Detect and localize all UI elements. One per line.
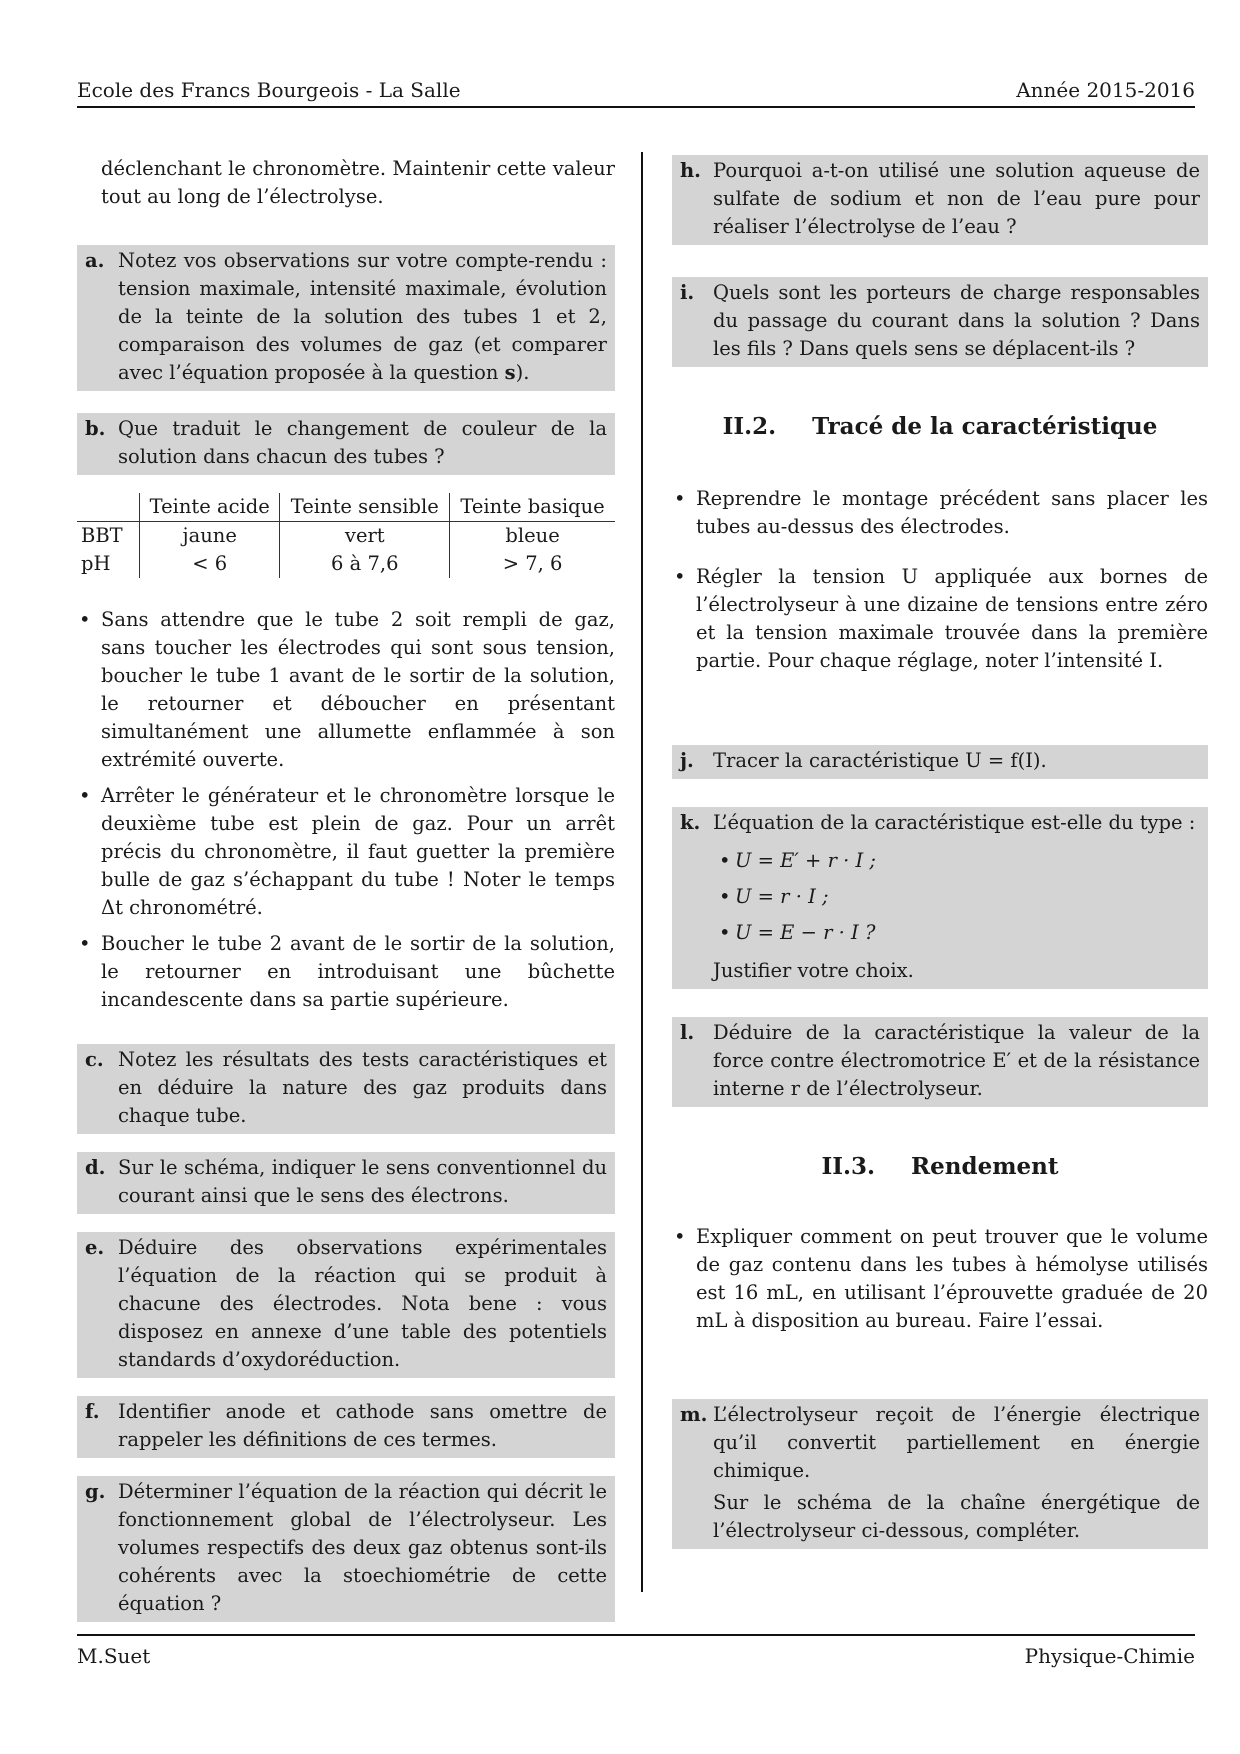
bullet-icon: • <box>79 608 91 631</box>
bullet-icon: • <box>79 932 91 955</box>
bullet-icon: • <box>674 565 686 588</box>
table-header: Teinte sensible <box>280 493 450 522</box>
section-number: II.3. <box>821 1153 876 1180</box>
bullet-icon: • <box>674 1225 686 1248</box>
question-d <box>77 1152 615 1214</box>
question-label: j. <box>680 749 694 772</box>
question-text-2: Sur le schéma de la chaîne énergétique de l’électrolyseur ci-dessous, compléter. <box>713 1491 1200 1542</box>
procedure-list <box>672 1223 1208 1335</box>
table-cell: vert <box>280 522 450 551</box>
question-text: Quels sont les porteurs de charge responsables du passage du courant dans la solution ? Dans les fils ? Dans quels sens se déplacent-ils ? <box>713 281 1200 360</box>
section-number: II.2. <box>722 413 777 440</box>
question-note: Justifier votre choix. <box>713 959 914 982</box>
question-label: b. <box>85 417 106 440</box>
question-k <box>672 807 1208 989</box>
question-label: f. <box>85 1400 100 1423</box>
bullet-icon: • <box>719 921 731 944</box>
school-year: Année 2015-2016 <box>1016 78 1195 102</box>
bullet-icon: • <box>719 849 731 872</box>
question-text: Identifier anode et cathode sans omettre de rappeler les définitions de ces termes. <box>118 1400 607 1451</box>
question-label: d. <box>85 1156 106 1179</box>
list-item-text: Arrêter le générateur et le chronomètre lorsque le deuxième tube est plein de gaz. Pour un arrêt précis du chronomètre, il faut guetter la première bulle de gaz s’échappant du tube ! Noter le temps Δt chronométré. <box>101 784 615 919</box>
question-text: Pourquoi a-t-on utilisé une solution aqueuse de sulfate de sodium et non de l’eau pure pour réaliser l’électrolyse de l’eau ? <box>713 159 1200 238</box>
bullet-icon: • <box>79 784 91 807</box>
question-a <box>77 245 615 391</box>
list-item-text: Sans attendre que le tube 2 soit rempli de gaz, sans toucher les électrodes qui sont sous tension, boucher le tube 1 avant de le sortir de la solution, le retourner et déboucher en présentant simultanément une allumette enflammée à son extrémité ouverte. <box>101 608 615 771</box>
list-item-text: Expliquer comment on peut trouver que le volume de gaz contenu dans les tubes à hémolyse utilisés est 16 mL, en utilisant l’éprouvette graduée de 20 mL à disposition au bureau. Faire l’essai. <box>696 1225 1208 1332</box>
table-header: Teinte acide <box>140 493 280 522</box>
question-text: L’équation de la caractéristique est-elle du type : <box>713 811 1196 834</box>
subject-name: Physique-Chimie <box>1024 1644 1195 1668</box>
equation-option: U = r · I ; <box>735 885 829 908</box>
question-text: Que traduit le changement de couleur de la solution dans chacun des tubes ? <box>118 417 607 468</box>
list-item-text: Boucher le tube 2 avant de le sortir de la solution, le retourner en introduisant une bûchette incandescente dans sa partie supérieure. <box>101 932 615 1011</box>
table-header: Teinte basique <box>450 493 615 522</box>
question-label: e. <box>85 1236 105 1259</box>
list-item <box>672 563 1208 675</box>
equation-options <box>713 843 1200 951</box>
table-row <box>77 522 615 551</box>
question-label: i. <box>680 281 695 304</box>
row-label: pH <box>81 552 111 575</box>
list-item <box>713 879 1200 915</box>
list-item <box>77 782 615 922</box>
list-item <box>672 1223 1208 1335</box>
indicator-table <box>77 493 615 578</box>
list-item-text: Reprendre le montage précédent sans placer les tubes au-dessus des électrodes. <box>696 487 1208 538</box>
question-label: g. <box>85 1480 106 1503</box>
left-column <box>77 155 615 1622</box>
table-row <box>77 550 615 578</box>
list-item <box>77 606 615 774</box>
question-label: l. <box>680 1021 695 1044</box>
list-item <box>672 485 1208 541</box>
question-b <box>77 413 615 475</box>
question-g <box>77 1476 615 1622</box>
page-header <box>77 76 1195 108</box>
question-text: L’électrolyseur reçoit de l’énergie électrique qu’il convertit partiellement en énergie chimique. <box>713 1403 1200 1482</box>
section-heading <box>672 1153 1208 1181</box>
list-item <box>77 930 615 1014</box>
question-text: Notez les résultats des tests caractéristiques et en déduire la nature des gaz produits dans chaque tube. <box>118 1048 607 1127</box>
question-text: Déterminer l’équation de la réaction qui décrit le fonctionnement global de l’électrolyseur. Les volumes respectifs des deux gaz obtenus sont-ils cohérents avec la stoechiométrie de cette équation ? <box>118 1480 607 1615</box>
right-column <box>672 155 1208 1549</box>
question-text: Sur le schéma, indiquer le sens conventionnel du courant ainsi que le sens des électrons. <box>118 1156 607 1207</box>
question-text: Notez vos observations sur votre compte-rendu : tension maximale, intensité maximale, évolution de la teinte de la solution des tubes 1 et 2, comparaison des volumes de gaz (et comparer avec l’équation proposée à la question <box>118 249 607 384</box>
question-label: h. <box>680 159 701 182</box>
question-j <box>672 745 1208 779</box>
question-c <box>77 1044 615 1134</box>
author-name: M.Suet <box>77 1644 151 1668</box>
section-title: Tracé de la caractéristique <box>812 413 1158 440</box>
school-name: Ecole des Francs Bourgeois - La Salle <box>77 78 461 102</box>
question-text: Déduire des observations expérimentales l’équation de la réaction qui se produit à chacune des électrodes. Nota bene : vous disposez en annexe d’une table des potentiels standards d’oxydoréduction. <box>118 1236 607 1371</box>
question-e <box>77 1232 615 1378</box>
table-cell: 6 à 7,6 <box>280 550 450 578</box>
question-label: a. <box>85 249 105 272</box>
table-cell: bleue <box>450 522 615 551</box>
question-m <box>672 1399 1208 1549</box>
procedure-list <box>77 606 615 1014</box>
question-text-end: ). <box>515 361 530 384</box>
question-ref: s <box>504 361 516 384</box>
bullet-icon: • <box>674 487 686 510</box>
question-text: Déduire de la caractéristique la valeur de la force contre électromotrice E′ et de la résistance interne r de l’électrolyseur. <box>713 1021 1200 1100</box>
question-label: k. <box>680 811 701 834</box>
equation-option: U = E′ + r · I ; <box>735 849 876 872</box>
question-l <box>672 1017 1208 1107</box>
question-label: m. <box>680 1403 708 1426</box>
table-cell: < 6 <box>140 550 280 578</box>
column-divider <box>641 152 643 1592</box>
procedure-list <box>672 485 1208 675</box>
table-corner <box>77 493 140 522</box>
intro-text: déclenchant le chronomètre. Maintenir cette valeur tout au long de l’électrolyse. <box>101 157 615 208</box>
section-heading <box>672 413 1208 441</box>
row-label: BBT <box>81 524 123 547</box>
question-h <box>672 155 1208 245</box>
table-cell: > 7, 6 <box>450 550 615 578</box>
question-text: Tracer la caractéristique U = f(I). <box>713 749 1047 772</box>
question-label: c. <box>85 1048 104 1071</box>
section-title: Rendement <box>911 1153 1059 1180</box>
page-footer <box>77 1634 1195 1666</box>
table-cell: jaune <box>140 522 280 551</box>
bullet-icon: • <box>719 885 731 908</box>
question-f <box>77 1396 615 1458</box>
list-item <box>713 843 1200 879</box>
equation-option: U = E − r · I ? <box>735 921 876 944</box>
list-item-text: Régler la tension U appliquée aux bornes de l’électrolyseur à une dizaine de tensions entre zéro et la tension maximale trouvée dans la première partie. Pour chaque réglage, noter l’intensité I. <box>696 565 1208 672</box>
list-item <box>713 915 1200 951</box>
question-i <box>672 277 1208 367</box>
